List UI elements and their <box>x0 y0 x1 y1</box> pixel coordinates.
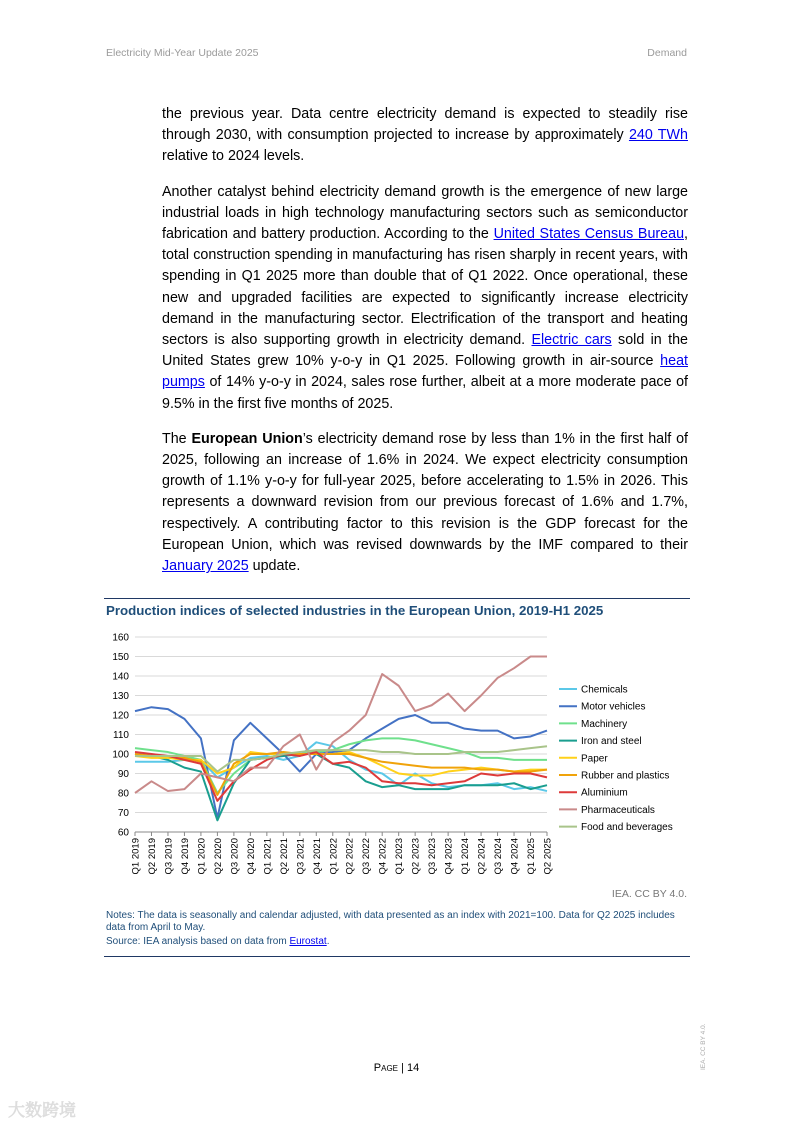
x-tick-label: Q4 2020 <box>245 838 257 875</box>
side-credit: IEA. CC BY 4.0. <box>700 1023 707 1070</box>
line-chart <box>104 625 694 880</box>
x-tick-label: Q1 2024 <box>460 838 472 875</box>
y-tick-label: 150 <box>112 652 129 663</box>
x-tick-label: Q2 2023 <box>410 838 422 875</box>
paragraph <box>162 429 688 577</box>
text-run: sold in the United States grew 10% y-o-y in Q1 2025. Following growth in air-source <box>162 332 688 370</box>
inline-link[interactable]: January 2025 <box>162 558 249 575</box>
x-tick-label: Q1 2023 <box>394 838 406 875</box>
eurostat-link[interactable]: Eurostat <box>289 936 327 947</box>
y-tick-label: 70 <box>117 808 129 819</box>
text-run: of 14% y-o-y in 2024, sales rose further, albeit at a more moderate pace of 9.5% in the first five months of 2025. <box>162 374 688 412</box>
y-tick-label: 80 <box>117 788 129 800</box>
y-tick-label: 90 <box>117 769 129 780</box>
x-tick-label: Q1 2025 <box>526 838 538 875</box>
legend-label: Pharmaceuticals <box>581 804 655 816</box>
x-tick-label: Q3 2022 <box>361 838 373 875</box>
figure-notes <box>106 910 688 948</box>
x-tick-label: Q2 2024 <box>476 838 488 875</box>
x-tick-label: Q3 2020 <box>229 838 241 875</box>
x-tick-label: Q1 2021 <box>262 838 274 875</box>
legend-label: Iron and steel <box>581 736 642 748</box>
x-tick-label: Q4 2024 <box>509 838 521 875</box>
body-text <box>162 104 688 591</box>
x-tick-label: Q3 2023 <box>427 838 439 875</box>
y-tick-label: 120 <box>112 710 129 722</box>
x-tick-label: Q1 2022 <box>328 838 340 875</box>
x-tick-label: Q4 2023 <box>443 838 455 875</box>
y-tick-label: 60 <box>117 827 129 839</box>
inline-link[interactable]: United States Census Bureau <box>493 226 685 243</box>
text-run: update. <box>248 558 301 575</box>
text-run: The <box>162 430 192 447</box>
page-sep: | <box>398 1062 407 1074</box>
page-number <box>0 1062 793 1074</box>
page-label: Page <box>373 1062 398 1074</box>
running-header-title: Electricity Mid-Year Update 2025 <box>106 47 259 59</box>
x-tick-label: Q2 2019 <box>146 838 158 875</box>
source-prefix: Source: IEA analysis based on data from <box>106 936 290 947</box>
text-run: relative to 2024 levels. <box>162 148 305 165</box>
x-tick-label: Q1 2019 <box>130 838 142 875</box>
source-line <box>106 936 688 948</box>
figure-credit: IEA. CC BY 4.0. <box>611 888 687 900</box>
text-run: , total construction spending in manufacturing has risen sharply in recent years, with spending in Q1 2025 more than double that of Q1 2022. Once operational, these new and upgraded facilities are expected to significantly increase electricity demand in the manufacturing sector. Electrification of the transport and heating sectors is also supporting growth in electricity demand. <box>162 226 688 349</box>
running-header-section: Demand <box>647 47 687 59</box>
x-tick-label: Q2 2022 <box>344 838 356 875</box>
text-run: the previous year. Data centre electricity demand is expected to steadily rise through 2030, with consumption projected to increase by approximately <box>162 106 688 144</box>
legend-label: Motor vehicles <box>581 701 646 713</box>
y-tick-label: 160 <box>112 632 129 644</box>
watermark-logo: 大数跨境 <box>8 1101 76 1120</box>
bold-text: European Union <box>191 430 303 447</box>
x-tick-label: Q1 2020 <box>196 838 208 875</box>
text-run: Another catalyst behind electricity demand growth is the emergence of new large industrial loads in high technology manufacturing sectors such as semiconductor fabrication and battery production. According to the <box>162 183 688 243</box>
paragraph <box>162 104 688 168</box>
y-tick-label: 140 <box>112 671 129 683</box>
inline-link[interactable]: heat pumps <box>162 353 688 391</box>
series-line-iron-and-steel <box>135 754 547 820</box>
y-tick-label: 130 <box>112 691 129 702</box>
figure-bottom-rule <box>104 956 690 957</box>
paragraph <box>162 182 688 415</box>
source-suffix: . <box>326 936 330 947</box>
page-number-value: 14 <box>406 1062 420 1074</box>
inline-link[interactable]: Electric cars <box>531 332 612 349</box>
legend-label: Paper <box>581 753 608 765</box>
y-tick-label: 100 <box>112 749 129 761</box>
legend-label: Food and beverages <box>581 822 673 834</box>
inline-link[interactable]: 240 TWh <box>628 127 688 144</box>
text-run: ’s electricity demand rose by less than 1% in the first half of 2025, following an increase of 1.6% in 2024. We expect electricity consumption growth of 1.1% y-o-y for full-year 2025, before accelerating to 1.5% in 2026. This represents a downward revision from our previous forecast of 1.6% and 1.7%, respectively. A contributing factor to this revision is the GDP forecast for the European Union, which was revised downwards by the IMF compared to their <box>162 430 689 553</box>
legend-label: Chemicals <box>581 684 628 696</box>
x-tick-label: Q4 2019 <box>179 838 191 875</box>
figure-top-rule <box>104 598 690 599</box>
x-tick-label: Q3 2021 <box>295 838 307 875</box>
x-tick-label: Q4 2021 <box>311 838 323 875</box>
x-tick-label: Q4 2022 <box>377 838 389 875</box>
x-tick-label: Q2 2021 <box>278 838 290 875</box>
x-tick-label: Q3 2019 <box>163 838 175 875</box>
legend-label: Machinery <box>581 718 628 730</box>
notes-text: Notes: The data is seasonally and calendar adjusted, with data presented as an index with 2021=100. Data for Q2 2025 includes data from April to May. <box>106 910 675 933</box>
x-tick-label: Q3 2024 <box>493 838 505 875</box>
figure-title: Production indices of selected industries in the European Union, 2019-H1 2025 <box>106 603 604 618</box>
series-line-pharmaceuticals <box>135 657 547 794</box>
legend-label: Aluminium <box>581 787 628 799</box>
y-tick-label: 110 <box>113 730 129 741</box>
x-tick-label: Q2 2025 <box>542 838 554 875</box>
legend-label: Rubber and plastics <box>581 770 670 782</box>
x-tick-label: Q2 2020 <box>212 838 224 875</box>
